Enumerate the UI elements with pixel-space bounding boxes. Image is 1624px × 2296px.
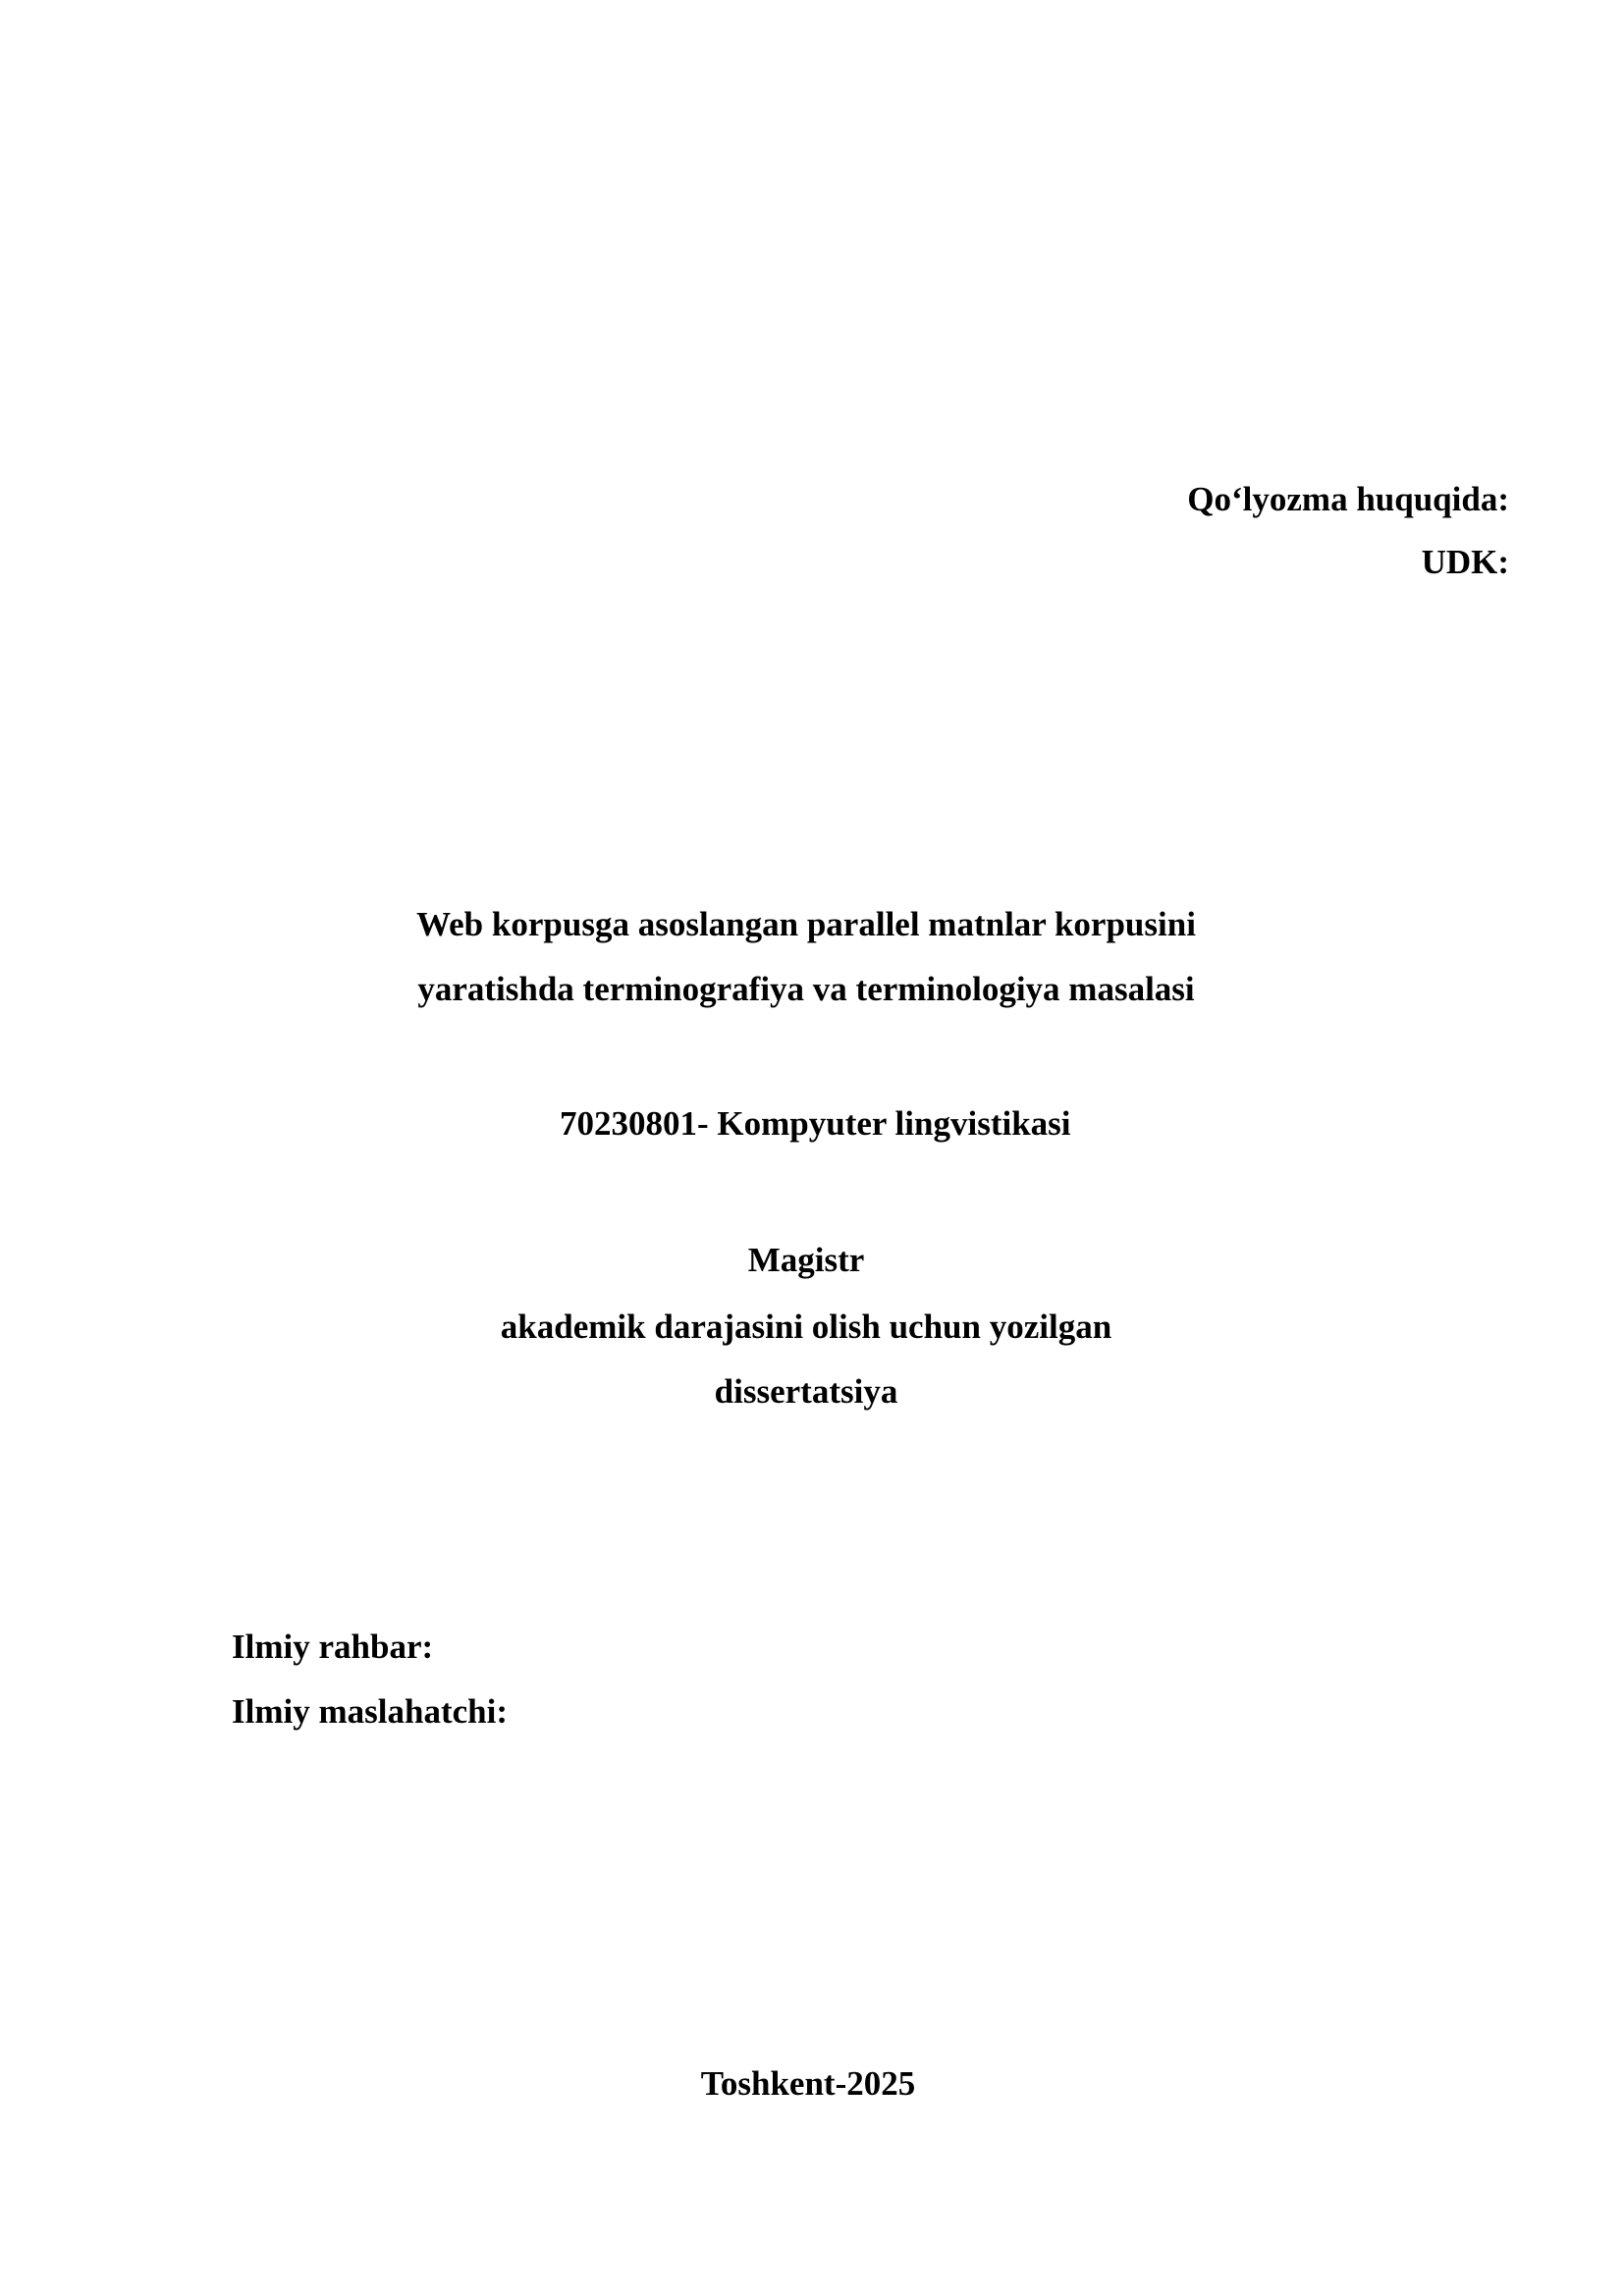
degree-line-3: dissertatsiya xyxy=(714,1372,898,1411)
scientific-advisor-label: Ilmiy rahbar: xyxy=(232,1628,434,1666)
udk-label: UDK: xyxy=(1421,543,1509,581)
thesis-title-line-1: Web korpusga asoslangan parallel matnlar korpusini xyxy=(416,905,1196,943)
city-year: Toshkent-2025 xyxy=(700,2064,916,2103)
degree-line-1: Magistr xyxy=(747,1241,865,1279)
degree-line-2: akademik darajasini olish uchun yozilgan xyxy=(500,1308,1112,1346)
thesis-title-line-2: yaratishda terminografiya va terminologiya masalasi xyxy=(417,970,1195,1008)
manuscript-rights-label: Qo‘lyozma huquqida: xyxy=(1187,480,1509,518)
specialty-code: 70230801- Kompyuter lingvistikasi xyxy=(560,1104,1071,1143)
scientific-consultant-label: Ilmiy maslahatchi: xyxy=(232,1692,508,1731)
